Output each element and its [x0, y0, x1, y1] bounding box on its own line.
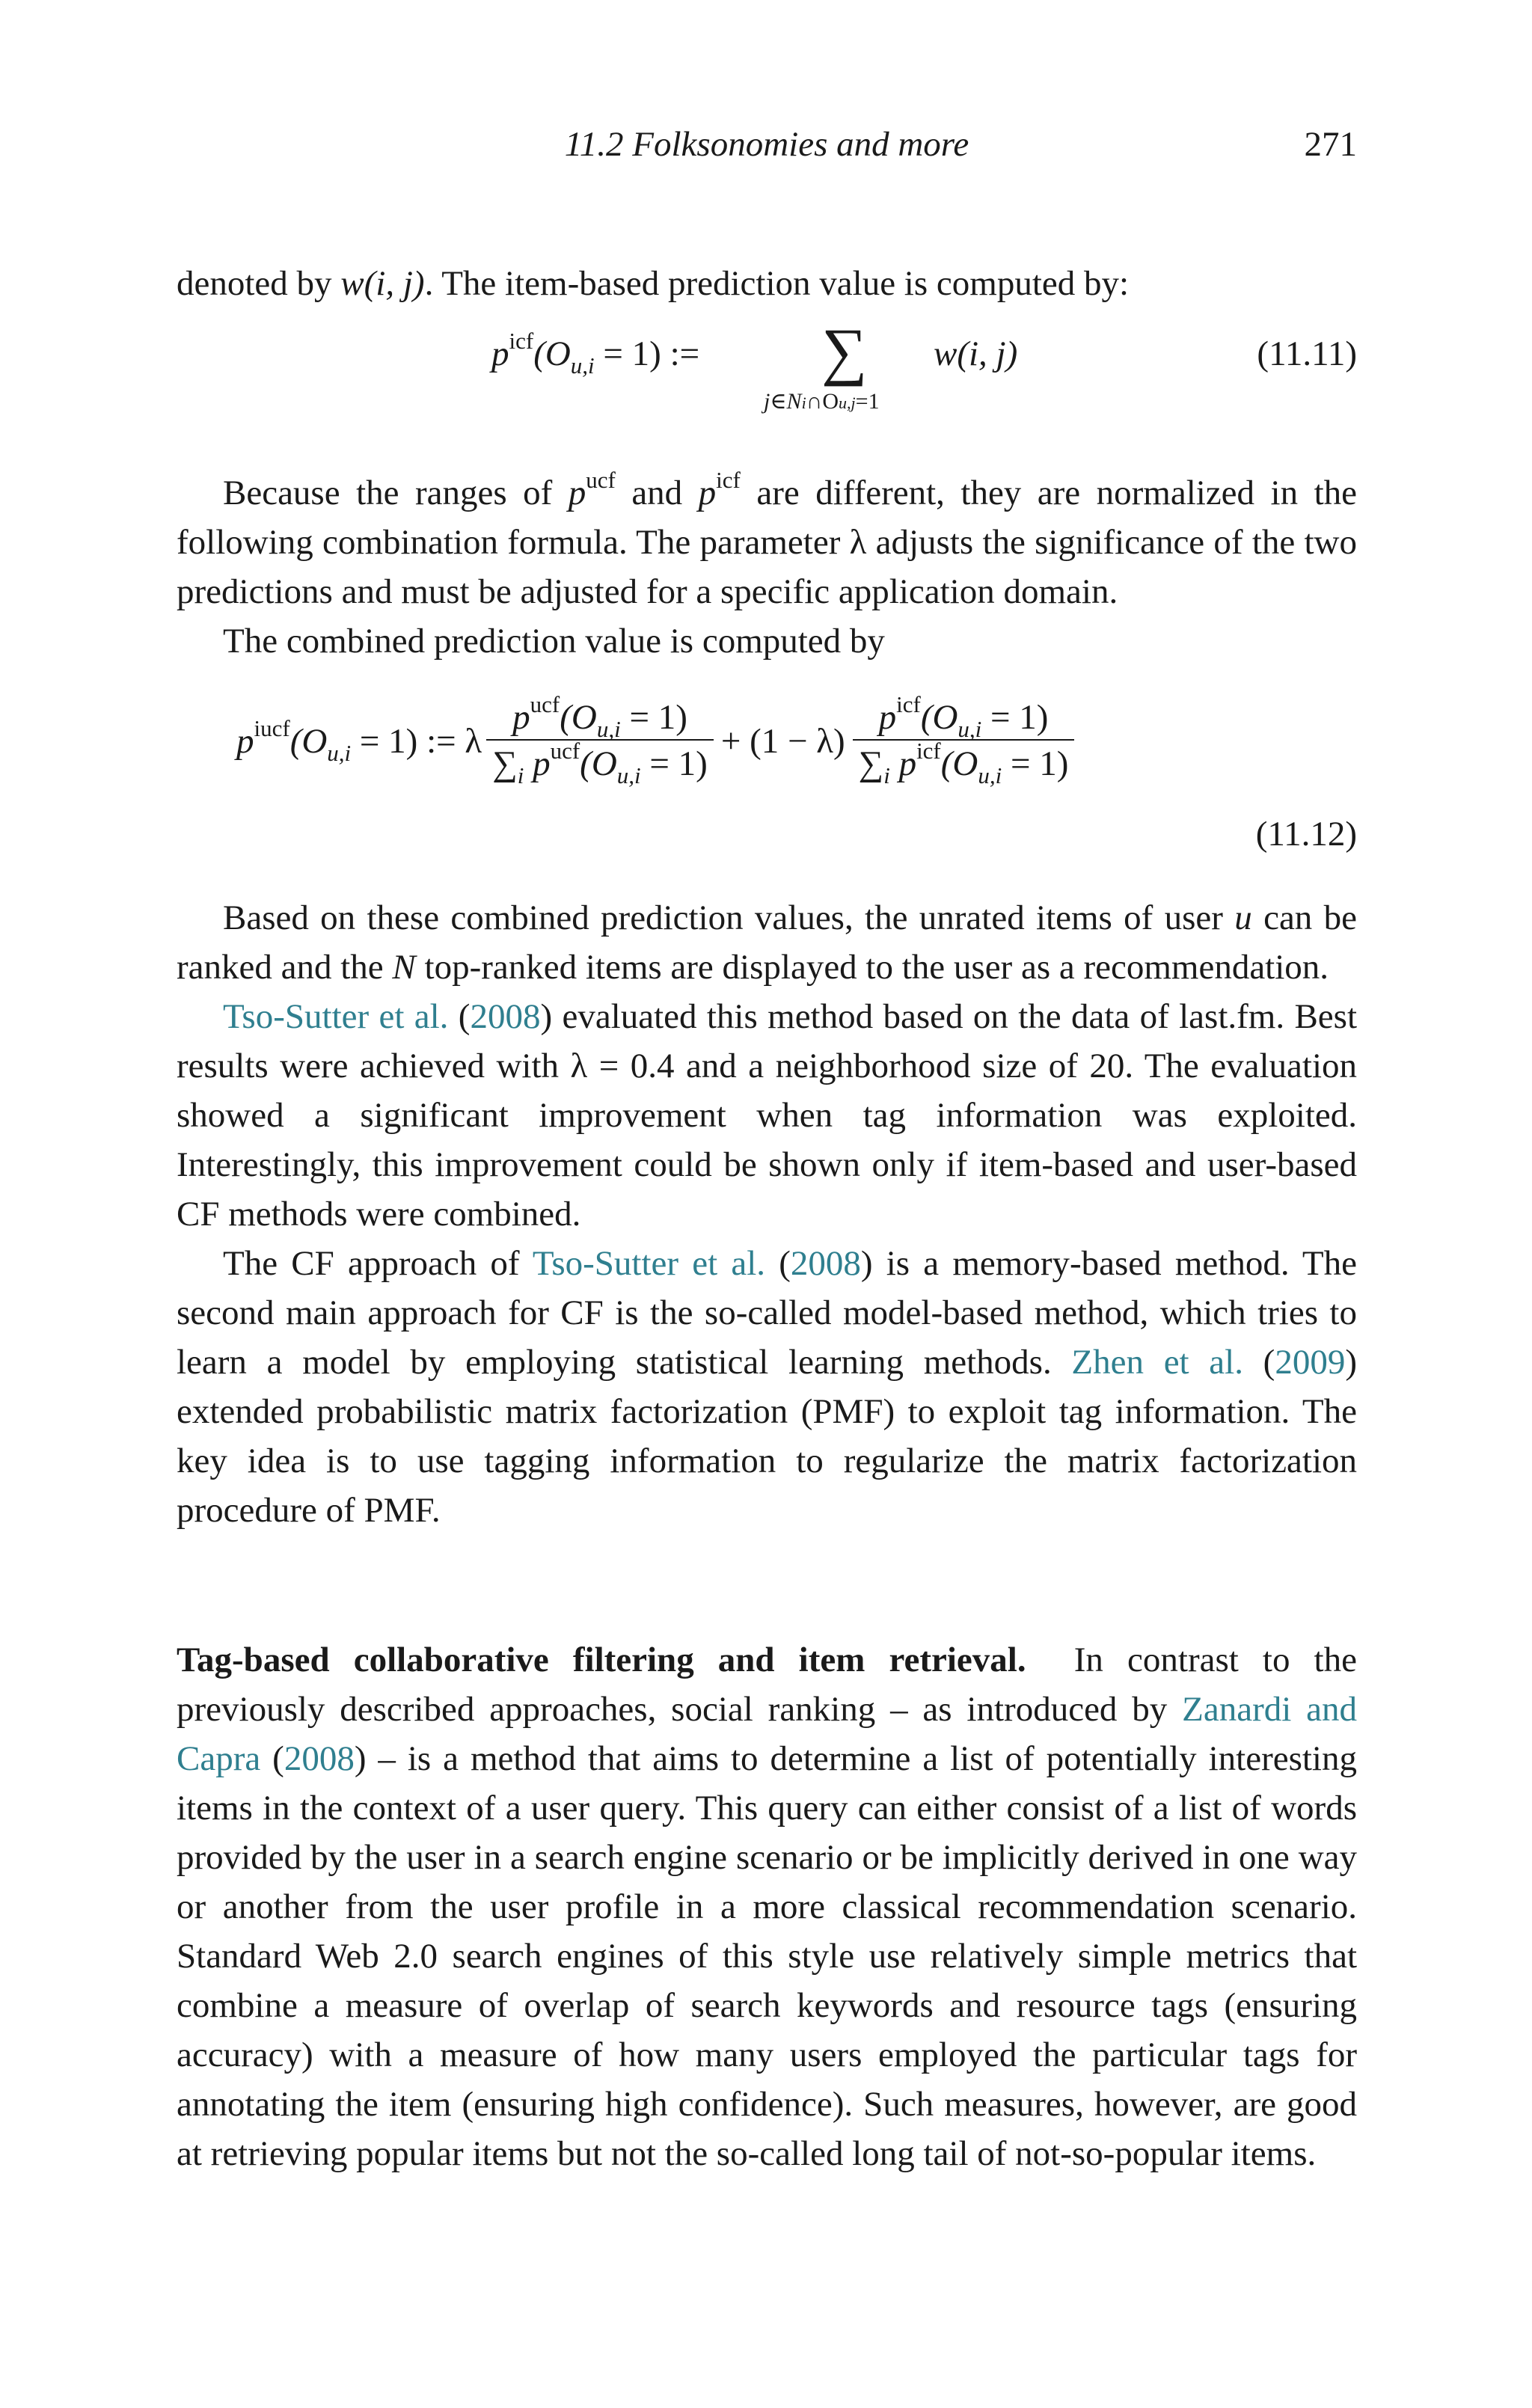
citation-year-2009[interactable]: 2009	[1275, 1343, 1346, 1382]
paragraph-combined: The combined prediction value is computed by	[223, 622, 885, 661]
paragraphs-body	[177, 893, 1357, 1535]
eq1-lhs: $p^{icf}(O_{u,i} = 1)$ :=	[491, 328, 700, 379]
eq2-lhs: $p^{iucf}(O_{u,i} = 1)$ := λ	[236, 715, 482, 766]
paragraph-ranges: Because the ranges of $p^{ucf}$ and $p^{icf}$ are different, they are normalized in the following combination formula. The parameter λ adjusts the significance of the two predictions and must be adjusted for a specific application domain. The combined prediction value is computed by	[177, 468, 1357, 666]
citation-year-2008-2[interactable]: 2008	[790, 1244, 861, 1283]
eq2-fraction-ucf: $\frac{p^{ucf}(O_{u,i} = 1)}{\sum_i p^{ucf}(O_{u,i} = 1)}$	[486, 696, 714, 787]
paragraph-tso: Tso-Sutter et al. (2008) evaluated this method based on the data of last.fm. Best results were achieved with λ = 0.4 and a neighborhood size of 20. The evaluation showed a significant improvement when tag information was exploited. Interestingly, this improvement could be shown only if item-based and user-based CF methods were combined.	[177, 997, 1357, 1234]
citation-year-2008[interactable]: 2008	[470, 997, 541, 1036]
citation-year-2008-3[interactable]: 2008	[284, 1739, 355, 1778]
paragraph-cf: The CF approach of Tso-Sutter et al. (2008) is a memory-based method. The second main approach for CF is the so-called model-based method, which tries to learn a model by employing statistical learning methods. Zhen et al. (2009) extended probabilistic matrix factorization (PMF) to exploit tag information. The key idea is to use tagging information to regularize the matrix factorization procedure of PMF.	[177, 1244, 1357, 1530]
citation-zanardi-capra[interactable]: Zanardi and Capra	[177, 1690, 1357, 1778]
paragraph-tag-based: Tag-based collaborative filtering and item retrieval. In contrast to the previously described approaches, social ranking – as introduced by Zanardi and Capra (2008) – is a method that aims to determine a list of potentially interesting items in the context of a user query. This query can either consist of a list of words provided by the user in a search engine scenario or be implicitly derived in one way or another from the user profile in a more classical recommendation scenario. Standard Web 2.0 search engines of this style use relatively simple metrics that combine a measure of overlap of search keywords and resource tags (ensuring accuracy) with a measure of how many users employed the particular tags for annotating the item (ensuring high confidence). Such measures, however, are good at retrieving popular items but not the so-called long tail of not-so-popular items.	[177, 1640, 1366, 2173]
citation-tso-sutter-2[interactable]: Tso-Sutter et al.	[532, 1244, 766, 1283]
paragraph-based: Based on these combined prediction values, the unrated items of user u can be ranked and the N top-ranked items are displayed to the user as a recommendation.	[177, 898, 1357, 987]
equation-11-12	[177, 693, 1357, 790]
equation-number-row	[177, 809, 1357, 862]
citation-tso-sutter[interactable]: Tso-Sutter et al.	[223, 997, 449, 1036]
equation-number-11-12: (11.12)	[1255, 815, 1357, 854]
running-head	[177, 120, 1357, 169]
eq2-middle: + (1 − λ)	[720, 722, 845, 761]
page-number: 271	[1304, 125, 1357, 164]
weight-symbol: w(i, j)	[340, 264, 425, 303]
section-heading-tag-based: Tag-based collaborative filtering and item retrieval.	[177, 1640, 1026, 1679]
running-head-title: 11.2 Folksonomies and more	[564, 125, 969, 164]
intro-text-end: . The item-based prediction value is computed by:	[424, 264, 1130, 303]
equation-11-11	[177, 315, 1357, 414]
eq1-summation-range: j∈Ni∩Ou,j=1	[764, 389, 880, 414]
intro-text: denoted by	[177, 264, 341, 303]
eq1-summation: ∑	[821, 315, 868, 387]
citation-zhen[interactable]: Zhen et al.	[1071, 1343, 1243, 1382]
eq1-rhs: w(i, j)	[934, 334, 1018, 373]
paragraph-intro	[177, 259, 1357, 308]
eq2-fraction-icf: $\frac{p^{icf}(O_{u,i} = 1)}{\sum_i p^{icf}(O_{u,i} = 1)}$	[853, 696, 1075, 787]
equation-number-11-11: (11.11)	[1257, 334, 1357, 373]
